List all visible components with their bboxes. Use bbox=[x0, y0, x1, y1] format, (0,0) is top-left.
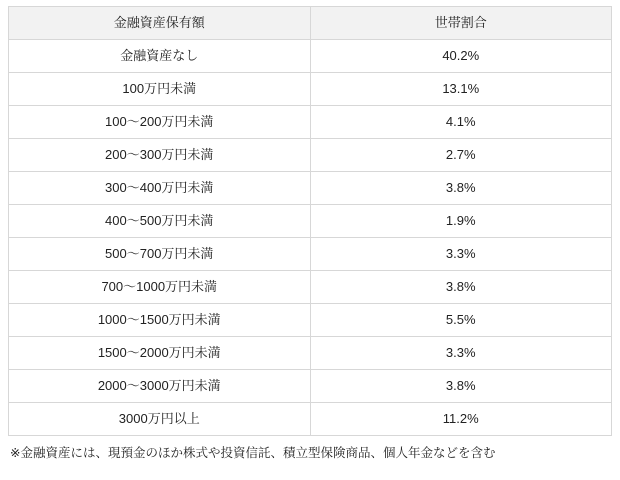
cell-asset-amount: 200〜300万円未満 bbox=[9, 139, 311, 172]
cell-asset-amount: 100万円未満 bbox=[9, 73, 311, 106]
cell-asset-amount: 3000万円以上 bbox=[9, 403, 311, 436]
column-header-household-share: 世帯割合 bbox=[310, 7, 612, 40]
cell-asset-amount: 2000〜3000万円未満 bbox=[9, 370, 311, 403]
cell-asset-amount: 1000〜1500万円未満 bbox=[9, 304, 311, 337]
cell-household-share: 1.9% bbox=[310, 205, 612, 238]
cell-household-share: 3.8% bbox=[310, 370, 612, 403]
table-row bbox=[9, 337, 612, 370]
table-row bbox=[9, 172, 612, 205]
table-row bbox=[9, 139, 612, 172]
table-row bbox=[9, 73, 612, 106]
cell-household-share: 40.2% bbox=[310, 40, 612, 73]
table-row bbox=[9, 106, 612, 139]
table-header bbox=[9, 7, 612, 40]
cell-asset-amount: 500〜700万円未満 bbox=[9, 238, 311, 271]
table-row bbox=[9, 304, 612, 337]
column-header-asset-amount: 金融資産保有額 bbox=[9, 7, 311, 40]
cell-asset-amount: 100〜200万円未満 bbox=[9, 106, 311, 139]
financial-asset-holdings-table bbox=[8, 6, 612, 436]
cell-asset-amount: 400〜500万円未満 bbox=[9, 205, 311, 238]
table-row bbox=[9, 238, 612, 271]
table-row bbox=[9, 40, 612, 73]
cell-household-share: 3.8% bbox=[310, 172, 612, 205]
table-body bbox=[9, 40, 612, 436]
cell-household-share: 2.7% bbox=[310, 139, 612, 172]
cell-household-share: 13.1% bbox=[310, 73, 612, 106]
cell-asset-amount: 700〜1000万円未満 bbox=[9, 271, 311, 304]
cell-household-share: 3.3% bbox=[310, 337, 612, 370]
cell-household-share: 5.5% bbox=[310, 304, 612, 337]
table-header-row bbox=[9, 7, 612, 40]
cell-asset-amount: 300〜400万円未満 bbox=[9, 172, 311, 205]
table-row bbox=[9, 205, 612, 238]
cell-asset-amount: 金融資産なし bbox=[9, 40, 311, 73]
table-row bbox=[9, 403, 612, 436]
table-footnote: ※金融資産には、現預金のほか株式や投資信託、積立型保険商品、個人年金などを含む bbox=[10, 446, 496, 460]
cell-asset-amount: 1500〜2000万円未満 bbox=[9, 337, 311, 370]
table-row bbox=[9, 271, 612, 304]
cell-household-share: 4.1% bbox=[310, 106, 612, 139]
cell-household-share: 11.2% bbox=[310, 403, 612, 436]
cell-household-share: 3.8% bbox=[310, 271, 612, 304]
cell-household-share: 3.3% bbox=[310, 238, 612, 271]
table-row bbox=[9, 370, 612, 403]
